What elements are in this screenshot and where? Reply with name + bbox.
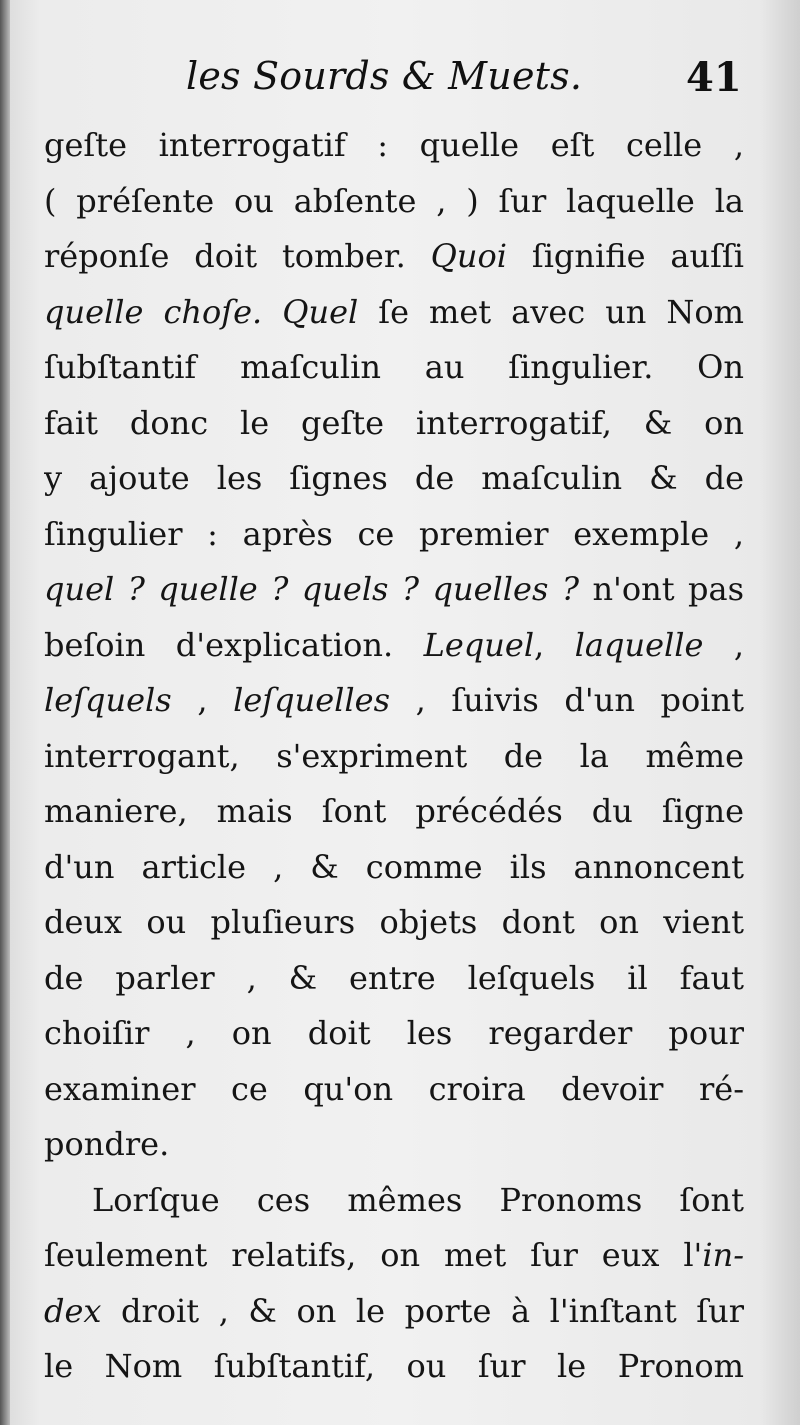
- text-line: [44, 1173, 744, 1229]
- text-line: [44, 618, 744, 674]
- page-gutter-shadow: [0, 0, 10, 1425]
- text-segment: Lorſque ces mêmes Pronoms ſont: [92, 1180, 744, 1219]
- text-line: [44, 1339, 744, 1395]
- text-segment: droit , & on le porte à l'inſtant ſur: [101, 1291, 744, 1330]
- italic-text: dex: [44, 1291, 102, 1330]
- text-line: [44, 951, 744, 1007]
- text-line: [44, 285, 744, 341]
- italic-text: quel ? quelle ? quels ? quelles ?: [44, 570, 579, 608]
- text-segment: d'un article , & comme ils annoncent: [44, 847, 744, 886]
- text-line: [44, 1006, 744, 1062]
- text-segment: beſoin d'explication.: [44, 625, 424, 664]
- text-line: [44, 174, 744, 230]
- text-segment: geſte interrogatif : quelle eſt celle ,: [44, 126, 744, 164]
- text-segment: maniere, mais ſont précédés du ſigne: [44, 792, 744, 830]
- text-segment: ſignifie auſſi: [506, 237, 744, 275]
- text-segment: fait donc le geſte interrogatif, & on: [44, 403, 744, 442]
- running-head: les Sourds & Muets.: [186, 54, 583, 98]
- text-segment: le Nom ſubſtantif, ou ſur le Pronom: [44, 1347, 744, 1385]
- italic-text: leſquels: [44, 681, 172, 719]
- text-segment: ſe met avec un Nom: [358, 292, 744, 331]
- text-segment: ſubſtantif maſculin au ſingulier. On: [44, 348, 744, 386]
- text-line: [44, 451, 744, 507]
- text-segment: deux ou pluſieurs objets dont on vient: [44, 903, 744, 941]
- text-line: [44, 1117, 744, 1173]
- text-line: [44, 1062, 744, 1118]
- text-line: [44, 729, 744, 785]
- italic-text: leſquelles: [233, 681, 390, 719]
- italic-text: quelle choſe.: [44, 292, 263, 331]
- text-segment: examiner ce qu'on croira devoir ré-: [44, 1069, 744, 1108]
- italic-text: Quoi: [430, 237, 507, 275]
- text-segment: interrogant, s'expriment de la même: [44, 736, 744, 775]
- text-line: [44, 229, 744, 285]
- text-segment: ,: [703, 625, 744, 664]
- text-line: [44, 396, 744, 452]
- text-line: [44, 562, 744, 618]
- text-line: [44, 784, 744, 840]
- text-segment: ,: [171, 681, 234, 719]
- page-number: 41: [686, 54, 742, 101]
- text-segment: de parler , & entre leſquels il faut: [44, 958, 744, 997]
- text-segment: choiſir , on doit les regarder pour: [44, 1014, 744, 1052]
- body-text: [44, 118, 744, 1395]
- italic-text: in-: [702, 1236, 744, 1274]
- text-segment: réponſe doit tomber.: [44, 237, 431, 275]
- text-segment: ſingulier : après ce premier exemple ,: [44, 514, 744, 553]
- text-segment: [262, 293, 282, 331]
- text-line: [44, 507, 744, 563]
- text-line: [44, 895, 744, 951]
- text-segment: n'ont pas: [579, 570, 744, 608]
- text-segment: ,: [534, 625, 575, 664]
- text-segment: y ajoute les ſignes de maſculin & de: [44, 459, 744, 497]
- text-line: [44, 840, 744, 896]
- text-line: [44, 118, 744, 174]
- page-header: [0, 48, 800, 108]
- text-line: [44, 340, 744, 396]
- italic-text: laquelle: [574, 625, 704, 664]
- text-line: [44, 673, 744, 729]
- text-segment: ſeulement relatifs, on met ſur eux l': [44, 1236, 703, 1274]
- text-line: [44, 1284, 744, 1340]
- italic-text: Quel: [282, 292, 359, 331]
- text-segment: ( préſente ou abſente , ) ſur laquelle la: [44, 181, 744, 220]
- text-line: [44, 1228, 744, 1284]
- italic-text: Lequel: [423, 625, 535, 664]
- text-segment: pondre.: [44, 1125, 170, 1163]
- text-segment: , ſuivis d'un point: [389, 681, 744, 719]
